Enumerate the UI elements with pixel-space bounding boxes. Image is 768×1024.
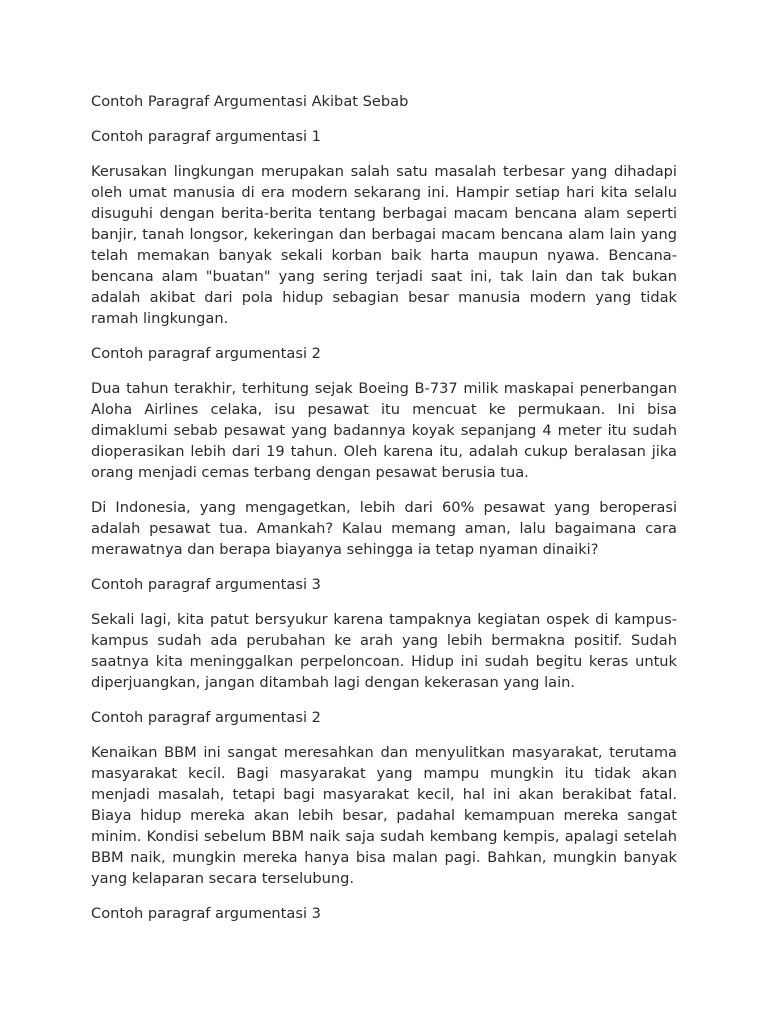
paragraph-bbm: Kenaikan BBM ini sangat meresahkan dan menyulitkan masyarakat, terutama masyarakat kecil. Bagi masyarakat yang mampu mungkin itu tidak akan menjadi masalah, tetapi bagi masyarakat kecil, hal ini akan berakibat fatal. Biaya hidup mereka akan lebih besar, padahal kemampuan mereka sangat minim. Kondisi sebelum BBM naik saja sudah kembang kempis, apalagi setelah BBM naik, mungkin mereka hanya bisa malan pagi. Bahkan, mungkin banyak yang kelaparan secara terselubung. [91, 744, 677, 887]
section-heading-1: Contoh paragraf argumentasi 1 [91, 128, 321, 145]
section-heading-5: Contoh paragraf argumentasi 3 [91, 905, 321, 922]
section-heading-2: Contoh paragraf argumentasi 2 [91, 345, 321, 362]
paragraph-ospek: Sekali lagi, kita patut bersyukur karena tampaknya kegiatan ospek di kampus-kampus sudah ada perubahan ke arah yang lebih bermakna positif. Sudah saatnya kita meninggalkan perpeloncoan. Hidup ini sudah begitu keras untuk diperjuangkan, jangan ditambah lagi dengan kekerasan yang lain. [91, 611, 677, 691]
document-content [91, 91, 677, 938]
document-title: Contoh Paragraf Argumentasi Akibat Sebab [91, 93, 409, 110]
section-heading-4: Contoh paragraf argumentasi 2 [91, 709, 321, 726]
section-heading-3: Contoh paragraf argumentasi 3 [91, 576, 321, 593]
paragraph-environment: Kerusakan lingkungan merupakan salah satu masalah terbesar yang dihadapi oleh umat manusia di era modern sekarang ini. Hampir setiap hari kita selalu disuguhi dengan berita-berita tentang berbagai macam bencana alam seperti banjir, tanah longsor, kekeringan dan berbagai macam bencana alam lain yang telah memakan banyak sekali korban baik harta maupun nyawa. Bencana-bencana alam "buatan" yang sering terjadi saat ini, tak lain dan tak bukan adalah akibat dari pola hidup sebagian besar manusia modern yang tidak ramah lingkungan. [91, 163, 677, 327]
paragraph-old-aircraft: Di Indonesia, yang mengagetkan, lebih dari 60% pesawat yang beroperasi adalah pesawat tua. Amankah? Kalau memang aman, lalu bagaimana cara merawatnya dan berapa biayanya sehingga ia tetap nyaman dinaiki? [91, 499, 677, 558]
paragraph-aloha-airlines: Dua tahun terakhir, terhitung sejak Boeing B-737 milik maskapai penerbangan Aloha Airlines celaka, isu pesawat itu mencuat ke permukaan. Ini bisa dimaklumi sebab pesawat yang badannya koyak sepanjang 4 meter itu sudah dioperasikan lebih dari 19 tahun. Oleh karena itu, adalah cukup beralasan jika orang menjadi cemas terbang dengan pesawat berusia tua. [91, 380, 677, 481]
